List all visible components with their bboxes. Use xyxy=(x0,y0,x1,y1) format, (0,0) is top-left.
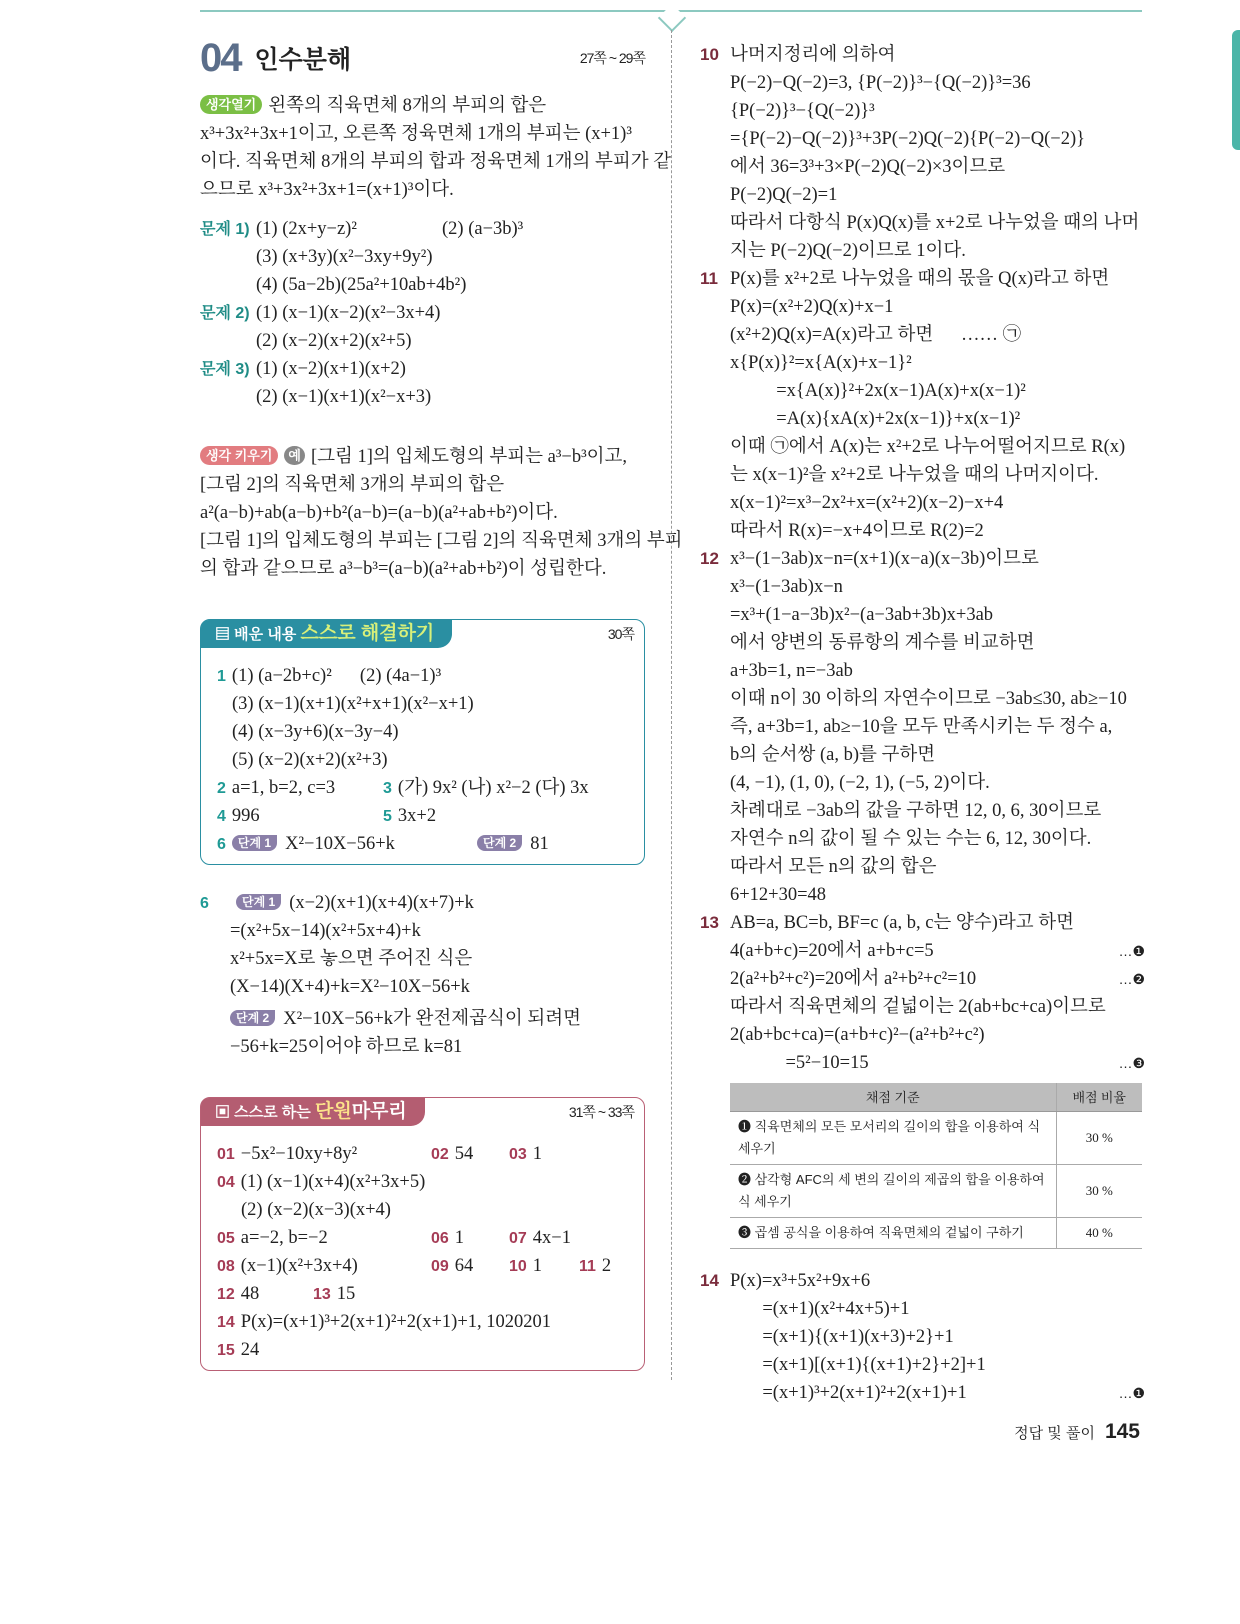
unit-answers-row xyxy=(217,1140,628,1168)
answer: (4) (5a−2b)(25a²+10ab+4b²) xyxy=(256,275,467,295)
solution-10 xyxy=(700,41,1145,265)
solution-line: P(−2)Q(−2)=1 xyxy=(730,185,838,205)
review-answer xyxy=(217,830,628,858)
solution-13 xyxy=(700,909,1145,1077)
solution-11 xyxy=(700,265,1145,545)
side-tab xyxy=(1232,30,1240,150)
solution-line: b의 순서쌍 (a, b)를 구하면 xyxy=(730,745,936,765)
grow-line: [그림 1]의 입체도형의 부피는 [그림 2]의 직육면체 3개의 부피 xyxy=(200,531,683,551)
answer: 1 xyxy=(532,1256,543,1276)
page-number: 145 xyxy=(1104,1420,1140,1443)
step-marker: …❶ xyxy=(1118,1384,1145,1401)
solution-line: 에서 양변의 동류항의 계수를 비교하면 xyxy=(730,633,1035,653)
solution-line: x²+5x=X로 놓으면 주어진 식은 xyxy=(230,949,473,969)
item-number: 02 xyxy=(431,1146,449,1163)
notebook-icon: ▤ xyxy=(215,626,235,643)
item-number: 5 xyxy=(383,808,392,825)
solution-line: =x³+(1−a−3b)x²−(a−3ab+3b)x+3ab xyxy=(730,605,994,625)
problem-label: 문제 1) xyxy=(200,221,250,238)
section-title: 인수분해 xyxy=(254,46,352,74)
answer: (1) (2x+y−z)² xyxy=(256,219,357,239)
solution-line: 지는 P(−2)Q(−2)이므로 1이다. xyxy=(730,241,966,261)
right-column xyxy=(700,41,1145,1407)
answer: (3) (x−1)(x+1)(x²+x+1)(x²−x+1) xyxy=(232,694,474,714)
problem-label: 문제 3) xyxy=(200,361,250,378)
item-number: 07 xyxy=(509,1230,527,1247)
answer: 54 xyxy=(454,1144,474,1164)
step-marker: …❶ xyxy=(1118,943,1145,959)
section-header xyxy=(200,36,645,80)
answer: (1) (x−1)(x−2)(x²−3x+4) xyxy=(256,303,441,323)
solution-14 xyxy=(700,1267,1145,1407)
answer: 48 xyxy=(240,1284,260,1304)
grow-badge: 생각 키우기 xyxy=(200,446,278,465)
solution-line: 따라서 다항식 P(x)Q(x)를 x+2로 나누었을 때의 나머 xyxy=(730,213,1140,233)
solution-line: 즉, a+3b=1, ab≥−10을 모두 만족시키는 두 정수 a, xyxy=(730,717,1113,737)
solution-line: =A(x){xA(x)+2x(x−1)}+x(x−1)² xyxy=(730,409,1021,429)
solution-line: x³−(1−3ab)x−n xyxy=(730,577,843,597)
table-header: 채점 기준 xyxy=(730,1083,1056,1111)
grow-line: 의 합과 같으므로 a³−b³=(a−b)(a²+ab+b²)이 성립한다. xyxy=(200,559,607,579)
solution-text: 2(a²+b²+c²)=20에서 a²+b²+c²=10 xyxy=(730,969,977,989)
answer: 4x−1 xyxy=(532,1228,571,1248)
left-column xyxy=(200,35,683,1371)
solution-line: 6+12+30=48 xyxy=(730,885,827,905)
problem-2 xyxy=(200,299,645,327)
answer: a=−2, b=−2 xyxy=(240,1228,328,1248)
answer: X²−10X−56+k xyxy=(285,834,395,854)
item-number: 13 xyxy=(313,1286,331,1303)
item-number: 01 xyxy=(217,1146,235,1163)
item-number: 08 xyxy=(217,1258,235,1275)
review-answer xyxy=(217,802,628,830)
solution-line: 자연수 n의 값이 될 수 있는 수는 6, 12, 30이다. xyxy=(730,829,1092,849)
problem-1 xyxy=(200,215,645,243)
answer: (1) (a−2b+c)² xyxy=(231,666,332,686)
solution-line: =(x+1)[(x+1){(x+1)+2}+2]+1 xyxy=(730,1354,986,1375)
solution-text: X²−10X−56+k가 완전제곱식이 되려면 xyxy=(283,1009,581,1029)
solution-line: 이때 ㉠에서 A(x)는 x²+2로 나누어떨어지므로 R(x) xyxy=(730,437,1126,457)
open-line xyxy=(200,92,645,120)
review-title xyxy=(201,620,452,648)
unit-title xyxy=(201,1098,425,1126)
item-number: 1 xyxy=(217,668,226,685)
item-number: 14 xyxy=(217,1314,235,1331)
solution-line: {P(−2)}³−{Q(−2)}³ xyxy=(730,101,875,121)
solution-line xyxy=(730,937,1145,965)
solution-line: x³−(1−3ab)x−n=(x+1)(x−a)(x−3b)이므로 xyxy=(730,549,1039,569)
solution-line xyxy=(730,1379,1145,1407)
footer-label: 정답 및 풀이 xyxy=(1014,1425,1095,1442)
solution-line: 따라서 직육면체의 겉넓이는 2(ab+bc+ca)이므로 xyxy=(730,997,1106,1017)
solution-line: =x{A(x)}²+2x(x−1)A(x)+x(x−1)² xyxy=(730,381,1026,401)
ratio: 30 % xyxy=(1056,1111,1142,1164)
item-number: 15 xyxy=(217,1342,235,1359)
solution-line: 2(ab+bc+ca)=(a+b+c)²−(a²+b²+c²) xyxy=(730,1025,985,1045)
solution-line: (x²+2)Q(x)=A(x)라고 하면 …… ㉠ xyxy=(730,325,1022,345)
problem-number: 11 xyxy=(700,269,718,288)
answer: (2) (x−2)(x−3)(x+4) xyxy=(241,1200,391,1220)
answer: −5x²−10xy+8y² xyxy=(240,1144,358,1164)
section-number: 04 xyxy=(200,35,241,80)
item-number: 10 xyxy=(509,1258,527,1275)
grow-text: [그림 1]의 입체도형의 부피는 a³−b³이고, xyxy=(310,447,627,467)
unit-answers-row xyxy=(217,1336,628,1364)
solution-text: 4(a+b+c)=20에서 a+b+c=5 xyxy=(730,941,934,961)
solution-line: 는 x(x−1)²을 x²+2로 나누었을 때의 나머지이다. xyxy=(730,465,1099,485)
unit-review-box xyxy=(200,1097,645,1371)
solution-line: x(x−1)²=x³−2x²+x=(x²+2)(x−2)−x+4 xyxy=(730,493,1004,513)
answer: (2) (4a−1)³ xyxy=(359,666,442,686)
solution-line: a+3b=1, n=−3ab xyxy=(730,661,853,681)
item-number: 11 xyxy=(579,1258,596,1275)
page-reference: 27쪽 ~ 29쪽 xyxy=(579,50,645,66)
answer: 996 xyxy=(231,806,260,826)
unit-answers-row xyxy=(217,1224,628,1252)
answer: 2 xyxy=(601,1256,612,1276)
solution-line: (4, −1), (1, 0), (−2, 1), (−5, 2)이다. xyxy=(730,773,990,793)
stage-badge: 단계 2 xyxy=(230,1010,275,1026)
open-text: 왼쪽의 직육면체 8개의 부피의 합은 xyxy=(268,96,547,116)
answer: (x−1)(x²+3x+4) xyxy=(240,1256,358,1276)
solution-line: ={P(−2)−Q(−2)}³+3P(−2)Q(−2){P(−2)−Q(−2)} xyxy=(730,129,1086,149)
solution-line xyxy=(730,965,1145,993)
answer: (1) (x−2)(x+1)(x+2) xyxy=(256,359,406,379)
problem-label: 문제 2) xyxy=(200,305,250,322)
criterion: ❸ 곱셈 공식을 이용하여 직육면체의 겉넓이 구하기 xyxy=(730,1217,1056,1248)
step-marker: …❸ xyxy=(1118,1055,1145,1071)
answer: 15 xyxy=(336,1284,356,1304)
problem-3 xyxy=(200,355,645,383)
answer: a=1, b=2, c=3 xyxy=(231,778,336,798)
stage-badge: 단계 1 xyxy=(236,894,281,910)
open-badge: 생각열기 xyxy=(200,95,262,114)
item-number: 03 xyxy=(509,1146,527,1163)
criterion: ❷ 삼각형 AFC의 세 변의 길이의 제곱의 합을 이용하여 식 세우기 xyxy=(730,1164,1056,1217)
solution-line: −56+k=25이어야 하므로 k=81 xyxy=(230,1037,463,1057)
answer: (2) (a−3b)³ xyxy=(442,219,524,239)
solution-line: (X−14)(X+4)+k=X²−10X−56+k xyxy=(230,977,470,997)
table-row xyxy=(730,1111,1142,1164)
item-number: 05 xyxy=(217,1230,235,1247)
answer: 1 xyxy=(454,1228,465,1248)
grading-table xyxy=(730,1083,1142,1249)
step-marker: …❷ xyxy=(1118,971,1145,987)
stage-badge: 단계 2 xyxy=(477,835,522,851)
answer: 81 xyxy=(530,834,549,854)
solution-line: P(x)=(x²+2)Q(x)+x−1 xyxy=(730,297,894,317)
review-page-ref: 30쪽 xyxy=(607,626,634,642)
open-line: x³+3x²+3x+1이고, 오른쪽 정육면체 1개의 부피는 (x+1)³ xyxy=(200,124,632,144)
answer: 3x+2 xyxy=(397,806,437,826)
page-footer xyxy=(1014,1420,1140,1444)
solution-line: 나머지정리에 의하여 xyxy=(730,45,896,65)
solution-line: 따라서 R(x)=−x+4이므로 R(2)=2 xyxy=(730,521,984,541)
solution-line xyxy=(730,1049,1145,1077)
solution-line: AB=a, BC=b, BF=c (a, b, c는 양수)라고 하면 xyxy=(730,913,1074,933)
answer: (2) (x−1)(x+1)(x²−x+3) xyxy=(256,387,432,407)
answer: (3) (x+3y)(x²−3xy+9y²) xyxy=(256,247,433,267)
solution-line xyxy=(200,1005,645,1033)
item-number: 06 xyxy=(431,1230,449,1247)
item-number: 04 xyxy=(217,1174,235,1191)
solution-text: =(x+1)³+2(x+1)²+2(x+1)+1 xyxy=(730,1382,967,1403)
solution-line: P(x)를 x²+2로 나누었을 때의 몫을 Q(x)라고 하면 xyxy=(730,269,1110,289)
unit-answers-row xyxy=(217,1168,628,1196)
problem-number: 13 xyxy=(700,913,719,932)
review-title-b: 스스로 해결하기 xyxy=(300,623,435,644)
solution-6 xyxy=(200,889,645,917)
solution-12 xyxy=(700,545,1145,909)
solution-line: =(x²+5x−14)(x²+5x+4)+k xyxy=(230,921,421,941)
solution-line: (x−2)(x+1)(x+4)(x+7)+k xyxy=(289,893,474,913)
item-number: 6 xyxy=(200,895,209,912)
solution-line: P(−2)−Q(−2)=3, {P(−2)}³−{Q(−2)}³=36 xyxy=(730,73,1031,93)
answer: (가) 9x² (나) x²−2 (다) 3x xyxy=(397,778,589,798)
problem-number: 12 xyxy=(700,549,719,568)
solution-line: =(x+1){(x+1)(x+3)+2}+1 xyxy=(730,1326,954,1347)
item-number: 6 xyxy=(217,836,226,853)
review-title-a: 배운 내용 xyxy=(234,626,297,643)
answer: (4) (x−3y+6)(x−3y−4) xyxy=(232,722,399,742)
item-number: 12 xyxy=(217,1286,235,1303)
answer: 64 xyxy=(454,1256,474,1276)
answer: P(x)=(x+1)³+2(x+1)²+2(x+1)+1, 1020201 xyxy=(240,1312,551,1332)
unit-page-ref: 31쪽 ~ 33쪽 xyxy=(568,1104,634,1120)
stage-badge: 단계 1 xyxy=(232,835,277,851)
example-badge: 예 xyxy=(284,446,305,465)
answer: (1) (x−1)(x+4)(x²+3x+5) xyxy=(240,1172,426,1192)
unit-answers-row xyxy=(217,1308,628,1336)
column-divider xyxy=(671,30,672,1380)
solution-line: 차례대로 −3ab의 값을 구하면 12, 0, 6, 30이므로 xyxy=(730,801,1102,821)
grow-line: a²(a−b)+ab(a−b)+b²(a−b)=(a−b)(a²+ab+b²)이다. xyxy=(200,503,558,523)
item-number: 4 xyxy=(217,808,226,825)
open-line: 으므로 x³+3x²+3x+1=(x+1)³이다. xyxy=(200,180,454,200)
unit-title-a: 스스로 하는 xyxy=(234,1104,311,1121)
solution-text: =5²−10=15 xyxy=(730,1053,869,1073)
problem-number: 14 xyxy=(700,1270,719,1290)
review-box xyxy=(200,619,645,865)
open-line: 이다. 직육면체 8개의 부피의 합과 정육면체 1개의 부피가 같 xyxy=(200,152,672,172)
answer: (2) (x−2)(x+2)(x²+5) xyxy=(256,331,412,351)
answer: 1 xyxy=(532,1144,543,1164)
table-row xyxy=(730,1217,1142,1248)
answer: 24 xyxy=(240,1340,260,1360)
solution-line: x{P(x)}²=x{A(x)+x−1}² xyxy=(730,353,912,373)
unit-answers-row xyxy=(217,1252,628,1280)
ratio: 40 % xyxy=(1056,1217,1142,1248)
solution-line: 따라서 모든 n의 값의 합은 xyxy=(730,857,937,877)
unit-title-b: 단원 xyxy=(314,1101,352,1122)
solution-line: =(x+1)(x²+4x+5)+1 xyxy=(730,1298,910,1319)
grow-line: [그림 2]의 직육면체 3개의 부피의 합은 xyxy=(200,475,505,495)
unit-answers-row xyxy=(217,1280,628,1308)
criterion: ❶ 직육면체의 모든 모서리의 길이의 합을 이용하여 식 세우기 xyxy=(730,1111,1056,1164)
item-number: 3 xyxy=(383,780,392,797)
solution-line: P(x)=x³+5x²+9x+6 xyxy=(730,1270,871,1291)
grow-line xyxy=(200,443,645,471)
problem-number: 10 xyxy=(700,45,719,64)
top-notch xyxy=(658,4,686,32)
book-icon: ▣ xyxy=(215,1104,235,1121)
solution-line: 에서 36=3³+3×P(−2)Q(−2)×3이므로 xyxy=(730,157,1006,177)
item-number: 09 xyxy=(431,1258,449,1275)
solution-line: 이때 n이 30 이하의 자연수이므로 −3ab≤30, ab≥−10 xyxy=(730,689,1127,709)
unit-title-c: 마무리 xyxy=(351,1101,407,1122)
answer: (5) (x−2)(x+2)(x²+3) xyxy=(232,750,388,770)
table-header: 배점 비율 xyxy=(1056,1083,1142,1111)
table-row xyxy=(730,1164,1142,1217)
review-answer xyxy=(217,774,628,802)
review-answer xyxy=(217,662,628,690)
item-number: 2 xyxy=(217,780,226,797)
ratio: 30 % xyxy=(1056,1164,1142,1217)
